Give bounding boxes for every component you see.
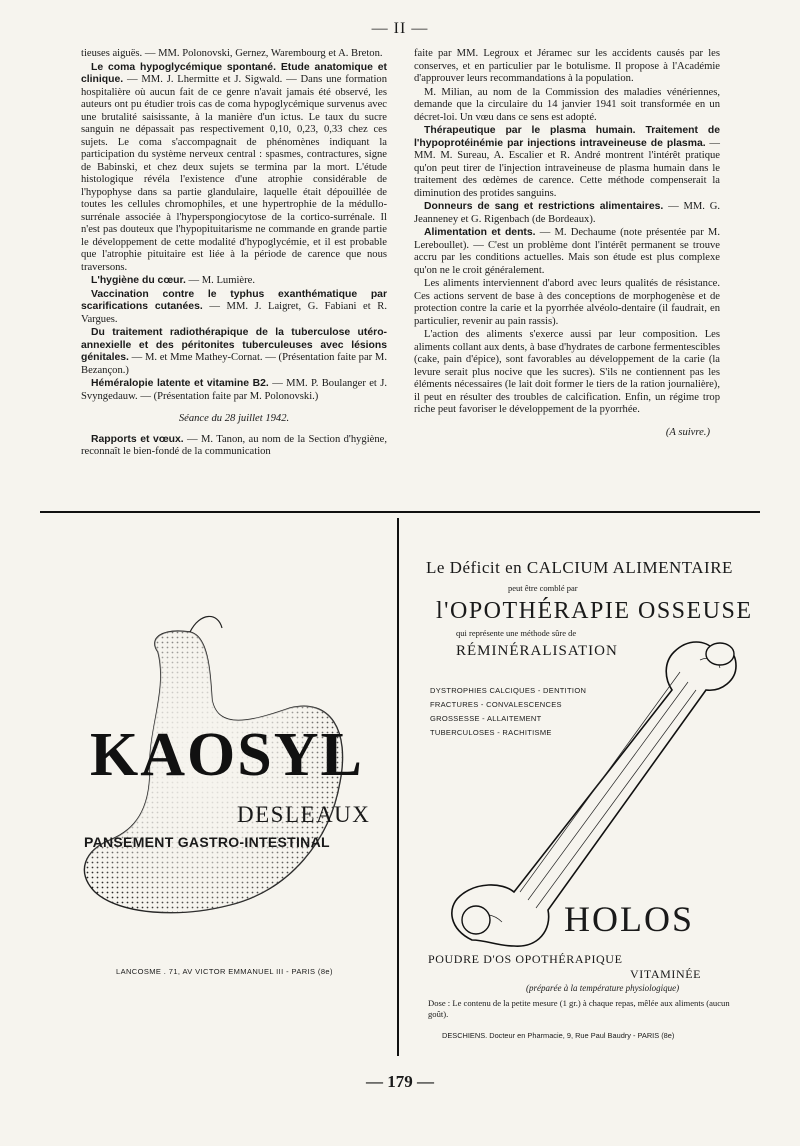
kaosyl-advertisement bbox=[40, 520, 396, 1050]
section-heading: Alimentation et dents. bbox=[424, 227, 536, 238]
paragraph: faite par MM. Legroux et Jéramec sur les accidents causés par les conserves, et en particulier par le botulisme. Il propose à l'Académie d'approuver leurs recommandations à la population. bbox=[414, 48, 720, 84]
paragraph-text: — MM. J. Laigret, G. Fabiani et R. Vargues. bbox=[81, 301, 387, 325]
paragraph bbox=[81, 378, 387, 403]
paragraph bbox=[81, 327, 387, 377]
holos-maker: DESCHIENS. Docteur en Pharmacie, 9, Rue Paul Baudry - PARIS (8e) bbox=[442, 1031, 675, 1040]
paragraph bbox=[81, 289, 387, 327]
session-date: Séance du 28 juillet 1942. bbox=[178, 413, 290, 424]
holos-headline: Le Déficit en CALCIUM ALIMENTAIRE bbox=[426, 558, 733, 577]
holos-subline: qui représente une méthode sûre de bbox=[456, 628, 577, 638]
horizontal-divider bbox=[40, 511, 760, 513]
paragraph-text: — MM. J. Lhermitte et J. Sigwald. — Dans une formation hospitalière où aucun fait de ce genre n'avait jamais été observé, les auteurs ont pu étudier trois cas de coma hypoglycémique survenus avec une brutalité saisissante, à la manière d'un ictus. Le taux du sucre sanguin ne dépassait pas respectivement 0,10, 0,23, 0,33 chez ces sujets. Le coma s'accompagnait de phénomènes indiquant la participation du système nerveux central : spasmes, contractures, signe de Babinski, et chez deux sujets se termina par la mort. L'étude histologique révéla l'existence d'une atrophie considérable de l'hypophyse dans sa partie glandulaire, laquelle était dépouillée de toutes les cellules chromophiles, et une hypertrophie de la médullo-surrénale associée à l'hyperspongiocytose de la cortico-surrénale. Il n'est pas douteux que l'hypopituitarisme ne commande en grande partie le développement de cette modalité d'hypoglycémie, et il est probable que l'atrophie pituitaire est liée à la période de carence que nous traversons. bbox=[81, 74, 387, 273]
indication-item: TUBERCULOSES - RACHITISME bbox=[430, 728, 552, 737]
holos-brand: HOLOS bbox=[564, 899, 695, 939]
paragraph-text: — M. Dechaume (note présentée par M. Lereboullet). — C'est un problème dont l'intérêt permanent se trouve accru par les conditions actuelles. Mais son étude est plus complexe qu'on ne le croit généralement. bbox=[414, 227, 720, 276]
right-text-column bbox=[414, 48, 720, 440]
left-text-column bbox=[81, 48, 387, 460]
section-heading: L'hygiène du cœur. bbox=[91, 275, 186, 286]
section-heading: Donneurs de sang et restrictions alimentaires. bbox=[424, 201, 664, 212]
holos-opotherapie: l'OPOTHÉRAPIE OSSEUSE bbox=[436, 598, 753, 624]
paragraph bbox=[414, 125, 720, 200]
indication-item: DYSTROPHIES CALCIQUES - DENTITION bbox=[430, 686, 587, 695]
paragraph-text: — M. Tanon, au nom de la Section d'hygiène, reconnaît le bien-fondé de la communication bbox=[81, 433, 388, 457]
paragraph: tieuses aiguës. — MM. Polonovski, Gernez, Warembourg et A. Breton. bbox=[81, 48, 383, 59]
section-heading: Rapports et vœux. bbox=[91, 433, 184, 445]
section-heading: Le coma hypoglycémique spontané. Etude anatomique et clinique. bbox=[81, 61, 387, 85]
holos-product: VITAMINÉE bbox=[630, 967, 702, 981]
section-heading: Du traitement radiothérapique de la tuberculose utéro-annexielle et des péritonites tuberculeuses avec lésions génitales. bbox=[81, 327, 387, 363]
paragraph: Les aliments interviennent d'abord avec leurs qualités de résistance. Ces actions servent de base à des conceptions de morphogenèse et de protection contre la carie et la pyorrhée alvéolo-dentaire (il faudrait, en particulier, revenir au pain rassis). bbox=[414, 278, 720, 327]
paragraph-text: — M. Lumière. bbox=[185, 275, 255, 286]
section-heading: Thérapeutique par le plasma humain. Traitement de l'hypoprotéinémie par injections intraveineuse de plasma. bbox=[414, 125, 720, 149]
paragraph-text: — MM. M. Sureau, A. Escalier et R. André montrent l'intérêt pratique qu'on peut tirer de l'injection intraveineuse de plasma humain dans le traitement des œdèmes de carence. Cette méthode compenserait la diminution des protides sanguins. bbox=[414, 137, 720, 199]
paragraph-text: — M. et Mme Mathey-Cornat. — (Présentation faite par M. Bezançon.) bbox=[81, 352, 387, 376]
page-header-roman-numeral: — II — bbox=[371, 20, 429, 37]
kaosyl-tagline: PANSEMENT GASTRO-INTESTINAL bbox=[84, 834, 330, 850]
paragraph bbox=[81, 434, 387, 459]
paragraph bbox=[414, 201, 720, 226]
paragraph bbox=[81, 62, 387, 275]
holos-preparation: (préparée à la température physiologique) bbox=[526, 983, 680, 993]
paragraph: L'action des aliments s'exerce aussi par leur composition. Les aliments collant aux dents, à base d'hydrates de carbone fermentescibles (cake, pain d'épice), sont favorables au développement de la carie (la levure serait plus nocive que les sucres). S'ils ne contiennent pas les éléments nécessaires (le lait doit former le tiers de la ration journalière), il peut en résulter des troubles de calcification. Enfin, un régime trop riche peut favoriser le développement de la pyorrhée. bbox=[414, 329, 720, 415]
paragraph-text: — MM. G. Jeanneney et G. Rigenbach (de Bordeaux). bbox=[414, 201, 720, 225]
page-number: — 179 — bbox=[366, 1072, 434, 1091]
kaosyl-address: LANCOSME . 71, AV VICTOR EMMANUEL III - PARIS (8e) bbox=[116, 967, 333, 976]
paragraph-text: — MM. P. Boulanger et J. Svyngedauw. — (Présentation faite par M. Polonovski.) bbox=[81, 378, 387, 402]
section-heading: Vaccination contre le typhus exanthématique par scarifications cutanées. bbox=[81, 288, 387, 312]
desleaux-maker: DESLEAUX bbox=[237, 802, 371, 827]
paragraph bbox=[414, 227, 720, 277]
holos-product: POUDRE D'OS OPOTHÉRAPIQUE bbox=[428, 952, 623, 966]
holos-advertisement bbox=[402, 520, 760, 1050]
indication-item: FRACTURES - CONVALESCENCES bbox=[430, 700, 562, 709]
paragraph bbox=[81, 275, 387, 288]
indication-item: GROSSESSE - ALLAITEMENT bbox=[430, 714, 542, 723]
vertical-divider bbox=[397, 518, 399, 1056]
kaosyl-brand: KAOSYL bbox=[90, 721, 364, 789]
to-be-continued: (A suivre.) bbox=[665, 426, 710, 438]
paragraph: M. Milian, au nom de la Commission des maladies vénériennes, demande que la circulaire du 14 janvier 1941 soit transformée en un décret-loi. Un vœu dans ce sens est adopté. bbox=[414, 86, 720, 123]
holos-remineralisation: RÉMINÉRALISATION bbox=[456, 643, 618, 659]
section-heading: Héméralopie latente et vitamine B2. bbox=[91, 378, 269, 389]
holos-subline: peut être comblé par bbox=[508, 583, 578, 593]
holos-dose: Dose : Le contenu de la petite mesure (1 gr.) à chaque repas, mêlée aux aliments (aucun goût). bbox=[428, 998, 730, 1019]
